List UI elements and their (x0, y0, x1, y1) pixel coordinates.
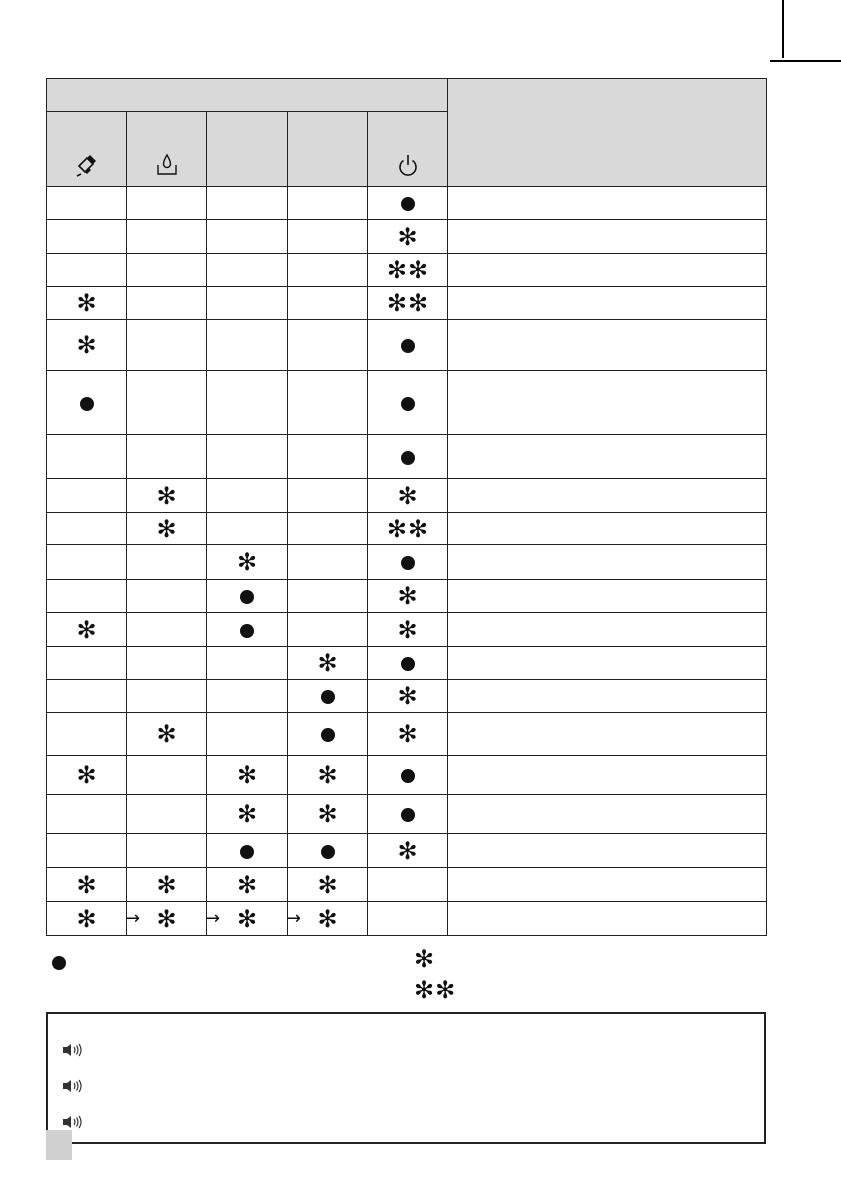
water-cell (127, 287, 207, 320)
indicator-3-cell (207, 187, 288, 220)
water-cell (127, 647, 207, 680)
indicator-4-cell (288, 513, 368, 545)
description-cell (448, 580, 767, 613)
water-cell (127, 580, 207, 613)
indicator-blink-star: ✻ (236, 761, 258, 789)
table-row (47, 834, 767, 868)
cleaning-cell (47, 756, 127, 795)
table-row (47, 680, 767, 713)
description-cell (448, 513, 767, 545)
indicator-on-dot (240, 590, 254, 604)
description-cell (448, 756, 767, 795)
table-row (47, 479, 767, 513)
table-row (47, 435, 767, 479)
power-cell (368, 320, 448, 371)
cleaning-cell (47, 680, 127, 713)
indicator-3-cell (207, 902, 288, 936)
table-row (47, 220, 767, 254)
indicator-3-cell (207, 287, 288, 320)
water-cell (127, 479, 207, 513)
water-cell (127, 513, 207, 545)
indicator-blink-star: ✻ (236, 548, 258, 576)
indicator-blink-star: ✻ (156, 904, 177, 933)
water-cell (127, 756, 207, 795)
description-cell (448, 680, 767, 713)
table-row (47, 647, 767, 680)
table-row (47, 545, 767, 580)
cleaning-cell (47, 647, 127, 680)
water-cell (127, 254, 207, 287)
crop-mark-vertical (782, 0, 784, 58)
indicator-fast-blink-star: ✻ (408, 256, 429, 284)
cleaning-cell (47, 479, 127, 513)
water-cell (127, 868, 207, 902)
description-cell (448, 435, 767, 479)
power-cell (368, 187, 448, 220)
water-cell (127, 320, 207, 371)
power-cell (368, 834, 448, 868)
indicator-blink-star: ✻ (397, 720, 418, 748)
water-indicator-header (127, 112, 207, 187)
indicator-4-cell (288, 680, 368, 713)
indicator-on-dot (401, 197, 415, 211)
table-row (47, 795, 767, 834)
indicator-4-cell (288, 834, 368, 868)
power-cell (368, 868, 448, 902)
indicator-4-cell (288, 220, 368, 254)
table-row (47, 513, 767, 545)
indicator-blink-star: ✻ (397, 615, 418, 644)
indicator-fast-blink-star: ✻ (386, 514, 408, 543)
indicator-on-dot (321, 728, 335, 742)
water-cell (127, 371, 207, 435)
audio-note-2 (61, 1078, 83, 1098)
indicator-3-cell (207, 513, 288, 545)
led-table-body (47, 187, 767, 936)
page-tab-marker (46, 1130, 72, 1160)
indicator-on-dot (401, 397, 415, 411)
cleaning-cell (47, 371, 127, 435)
indicator-blink-star: ✻ (317, 761, 338, 789)
water-cell (127, 902, 207, 936)
power-cell (368, 580, 448, 613)
indicator-4-cell (288, 435, 368, 479)
indicator-4-header (288, 112, 368, 187)
indicator-4-cell (288, 545, 368, 580)
indicator-blink-star: ✻ (397, 836, 418, 865)
description-cell (448, 795, 767, 834)
indicator-blink-star: ✻ (397, 481, 418, 510)
legend-on-dot (52, 956, 66, 970)
indicator-blink-star: ✻ (76, 289, 97, 317)
cleaning-cell (47, 187, 127, 220)
description-cell (448, 834, 767, 868)
description-cell (448, 545, 767, 580)
indicator-4-cell (288, 371, 368, 435)
indicator-3-cell (207, 320, 288, 371)
indicator-4-cell (288, 187, 368, 220)
table-row (47, 868, 767, 902)
description-cell (448, 187, 767, 220)
indicator-4-cell (288, 580, 368, 613)
cleaning-cell (47, 795, 127, 834)
indicator-3-cell (207, 254, 288, 287)
indicator-blink-star: ✻ (76, 615, 97, 644)
indicator-on-dot (321, 845, 335, 859)
power-cell (368, 545, 448, 580)
description-cell (448, 220, 767, 254)
table-row (47, 287, 767, 320)
indicator-on-dot (80, 397, 94, 411)
indicator-3-cell (207, 580, 288, 613)
cleaning-cell (47, 580, 127, 613)
indicator-4-cell (288, 795, 368, 834)
cleaning-cell (47, 513, 127, 545)
power-cell (368, 254, 448, 287)
cleaning-cell (47, 220, 127, 254)
indicator-blink-star: ✻ (317, 649, 338, 677)
indicator-group-header (47, 79, 448, 112)
water-cell (127, 220, 207, 254)
power-indicator-header (368, 112, 448, 187)
indicator-blink-star: ✻ (156, 720, 177, 748)
description-cell (448, 613, 767, 647)
legend-fast-blink-star-1: ✻ (414, 976, 435, 1004)
cleaning-indicator-header (47, 112, 127, 187)
indicator-4-cell (288, 287, 368, 320)
indicator-on-dot (401, 657, 415, 671)
led-status-table (46, 78, 767, 936)
power-cell (368, 756, 448, 795)
crop-mark-horizontal (770, 60, 841, 62)
sequence-arrow-icon: → (125, 907, 141, 929)
legend-blink (414, 947, 434, 971)
indicator-4-cell (288, 647, 368, 680)
cleaning-cell (47, 545, 127, 580)
description-cell (448, 713, 767, 756)
table-row (47, 371, 767, 435)
table-row (47, 254, 767, 287)
description-cell (448, 479, 767, 513)
indicator-3-cell (207, 479, 288, 513)
cleaning-cell (47, 287, 127, 320)
water-cell (127, 187, 207, 220)
indicator-on-dot (240, 624, 254, 638)
water-drop-icon (155, 152, 179, 178)
indicator-on-dot (401, 808, 415, 822)
indicator-3-cell (207, 680, 288, 713)
indicator-on-dot (401, 451, 415, 465)
indicator-blink-star: ✻ (76, 331, 97, 359)
indicator-on-dot (321, 690, 335, 704)
indicator-4-cell (288, 320, 368, 371)
cleaning-cell (47, 254, 127, 287)
indicator-blink-star: ✻ (156, 481, 177, 510)
indicator-blink-star: ✻ (317, 904, 338, 933)
indicator-on-dot (401, 556, 415, 570)
indicator-3-header (207, 112, 288, 187)
power-cell (368, 220, 448, 254)
sequence-arrow-icon: → (286, 907, 302, 929)
cleaning-cell (47, 613, 127, 647)
water-cell (127, 435, 207, 479)
indicator-3-cell (207, 834, 288, 868)
cleaning-cell (47, 713, 127, 756)
water-cell (127, 713, 207, 756)
power-cell (368, 287, 448, 320)
description-cell (448, 287, 767, 320)
power-cell (368, 713, 448, 756)
cleaning-brush-icon (75, 152, 99, 178)
table-row (47, 187, 767, 220)
indicator-3-cell (207, 713, 288, 756)
legend-fast-blink-star-2: ✻ (435, 976, 456, 1004)
indicator-fast-blink-star: ✻ (386, 256, 408, 284)
indicator-fast-blink-star: ✻ (408, 289, 429, 317)
speaker-icon (61, 1078, 83, 1094)
indicator-fast-blink-star: ✻ (408, 514, 429, 543)
indicator-blink-star: ✻ (397, 222, 418, 251)
description-cell (448, 254, 767, 287)
power-cell (368, 613, 448, 647)
indicator-fast-blink-star: ✻ (386, 289, 408, 317)
indicator-4-cell (288, 254, 368, 287)
indicator-blink-star: ✻ (317, 800, 338, 828)
cleaning-cell (47, 868, 127, 902)
description-header (448, 79, 767, 187)
indicator-3-cell (207, 795, 288, 834)
water-cell (127, 680, 207, 713)
water-cell (127, 613, 207, 647)
power-cell (368, 902, 448, 936)
indicator-3-cell (207, 545, 288, 580)
speaker-icon (61, 1114, 83, 1130)
indicator-3-cell (207, 756, 288, 795)
indicator-4-cell (288, 713, 368, 756)
table-row (47, 713, 767, 756)
indicator-4-cell (288, 902, 368, 936)
indicator-blink-star: ✻ (76, 761, 97, 789)
indicator-4-cell (288, 756, 368, 795)
table-row (47, 756, 767, 795)
water-cell (127, 795, 207, 834)
indicator-3-cell (207, 647, 288, 680)
table-row (47, 580, 767, 613)
description-cell (448, 320, 767, 371)
cleaning-cell (47, 320, 127, 371)
table-row (47, 613, 767, 647)
cleaning-cell (47, 834, 127, 868)
power-cell (368, 513, 448, 545)
legend-fast-blink (414, 978, 455, 1002)
cleaning-cell (47, 902, 127, 936)
indicator-4-cell (288, 868, 368, 902)
description-cell (448, 868, 767, 902)
indicator-3-cell (207, 868, 288, 902)
power-cell (368, 795, 448, 834)
table-row (47, 902, 767, 936)
indicator-3-cell (207, 613, 288, 647)
water-cell (127, 834, 207, 868)
power-cell (368, 647, 448, 680)
power-cell (368, 680, 448, 713)
audio-note-1 (61, 1042, 83, 1062)
indicator-blink-star: ✻ (317, 870, 338, 899)
legend-blink-star: ✻ (414, 945, 435, 973)
indicator-blink-star: ✻ (236, 870, 258, 899)
indicator-blink-star: ✻ (76, 904, 97, 933)
power-cell (368, 435, 448, 479)
table-row (47, 320, 767, 371)
indicator-blink-star: ✻ (397, 582, 418, 610)
legend-on (52, 955, 66, 971)
speaker-icon (61, 1042, 83, 1058)
indicator-on-dot (240, 845, 254, 859)
description-cell (448, 647, 767, 680)
sequence-arrow-icon: → (205, 907, 221, 929)
indicator-blink-star: ✻ (236, 904, 258, 933)
indicator-4-cell (288, 479, 368, 513)
indicator-on-dot (401, 769, 415, 783)
indicator-3-cell (207, 371, 288, 435)
description-cell (448, 902, 767, 936)
indicator-blink-star: ✻ (76, 870, 97, 899)
indicator-blink-star: ✻ (236, 800, 258, 828)
power-cell (368, 479, 448, 513)
indicator-4-cell (288, 613, 368, 647)
indicator-on-dot (401, 339, 415, 353)
cleaning-cell (47, 435, 127, 479)
indicator-3-cell (207, 435, 288, 479)
indicator-blink-star: ✻ (156, 514, 177, 543)
power-cell (368, 371, 448, 435)
description-cell (448, 371, 767, 435)
indicator-blink-star: ✻ (156, 870, 177, 899)
water-cell (127, 545, 207, 580)
indicator-blink-star: ✻ (397, 682, 418, 710)
indicator-3-cell (207, 220, 288, 254)
audio-notes-box (46, 1012, 766, 1144)
power-icon (396, 152, 420, 178)
